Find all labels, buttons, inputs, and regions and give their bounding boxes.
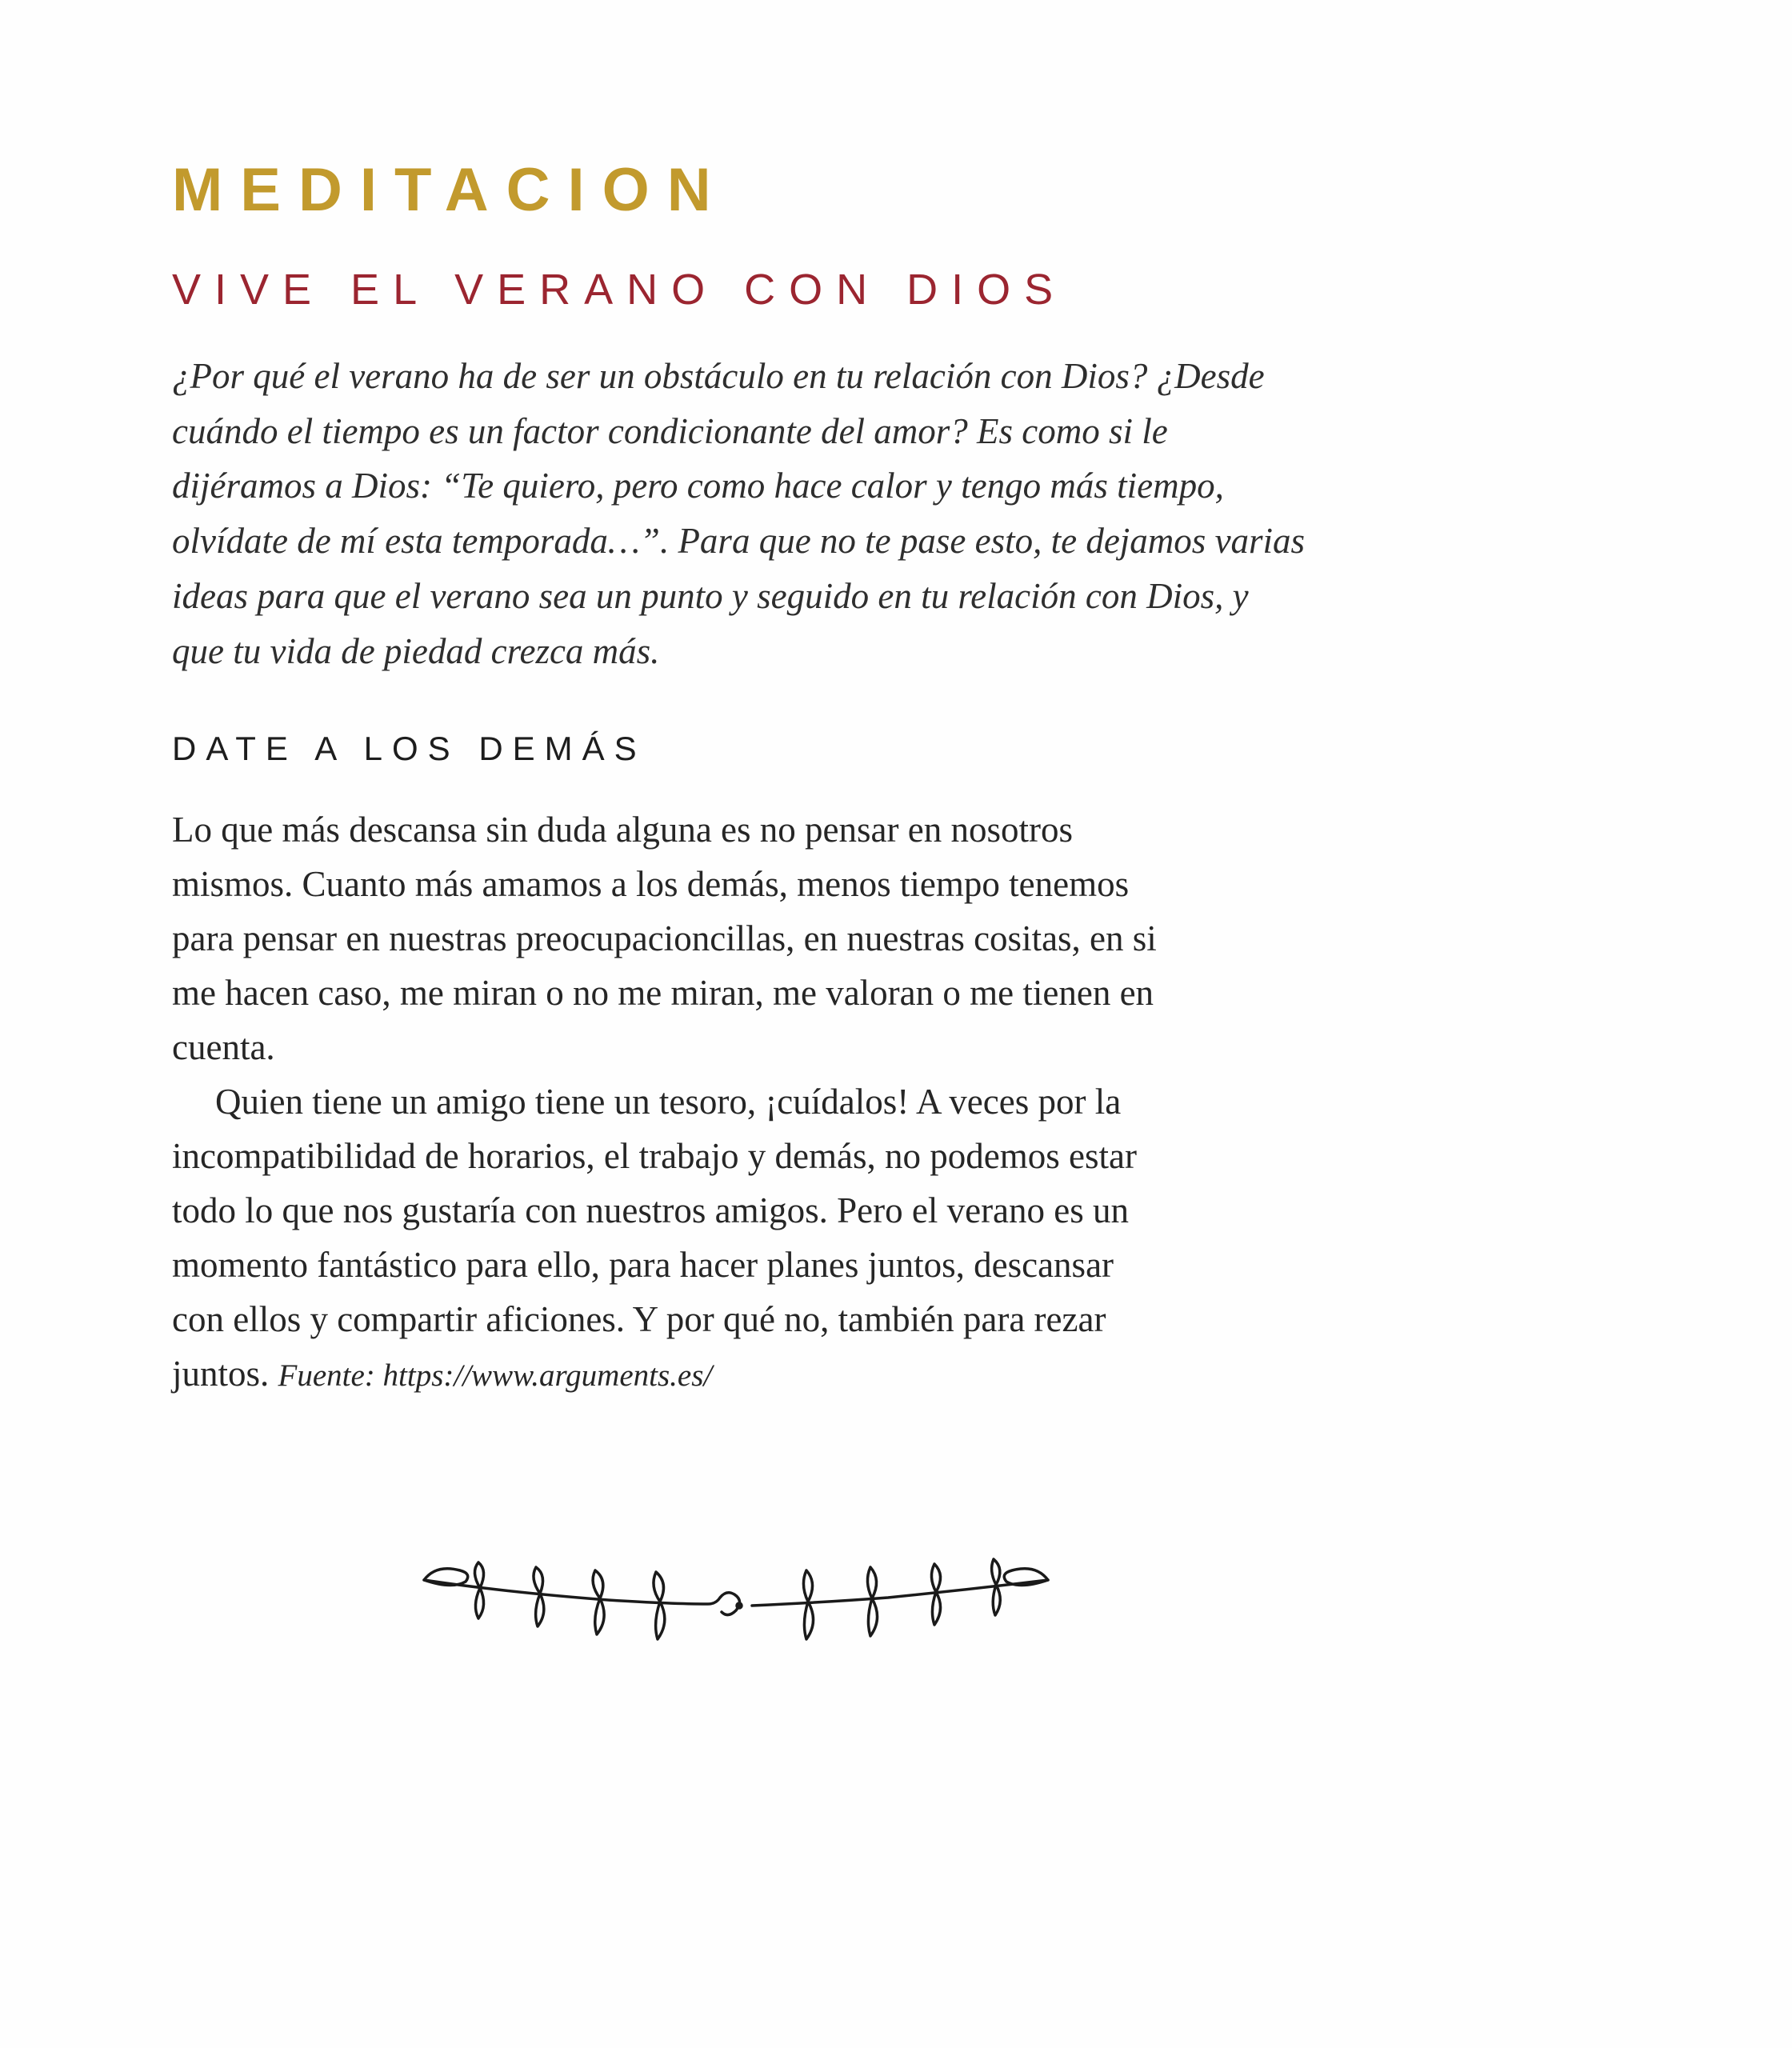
page-title: MEDITACION <box>172 156 729 224</box>
body-paragraph-1: Lo que más descansa sin duda alguna es no pensar en nosotros mismos. Cuanto más amamos a los demás, menos tiempo tenemos para pensar en nuestras preocupacioncillas, en nuestras cositas, en si me hacen caso, me miran o no me miran, me valoran o me tienen en cuenta. <box>172 810 1157 1067</box>
source-citation: Fuente: https://www.arguments.es/ <box>278 1358 713 1393</box>
vine-dot <box>737 1603 742 1608</box>
leaf-garland-divider-icon <box>408 1556 1064 1672</box>
body-paragraph-2 <box>172 1074 1372 1403</box>
section-heading: DATE A LOS DEMÁS <box>172 730 646 767</box>
intro-paragraph: ¿Por qué el verano ha de ser un obstáculo en tu relación con Dios? ¿Desde cuándo el tiempo es un factor condicionante del amor? Es como si le dijéramos a Dios: “Te quiero, pero como hace calor y tengo más tiempo, olvídate de mí esta temporada…”. Para que no te pase esto, te dejamos varias ideas para que el verano sea un punto y seguido en tu relación con Dios, y que tu vida de piedad crezca más. <box>172 356 1306 671</box>
body-paragraph-2-text: Quien tiene un amigo tiene un tesoro, ¡cuídalos! A veces por la incompatibilidad de horarios, el trabajo y demás, no podemos estar todo lo que nos gustaría con nuestros amigos. Pero el verano es un momento fantástico para ello, para hacer planes juntos, descansar con ellos y compartir aficiones. Y por qué no, también para rezar juntos. <box>172 1082 1137 1394</box>
page-subtitle: VIVE EL VERANO CON DIOS <box>172 266 1067 314</box>
body-text <box>172 802 1372 1403</box>
